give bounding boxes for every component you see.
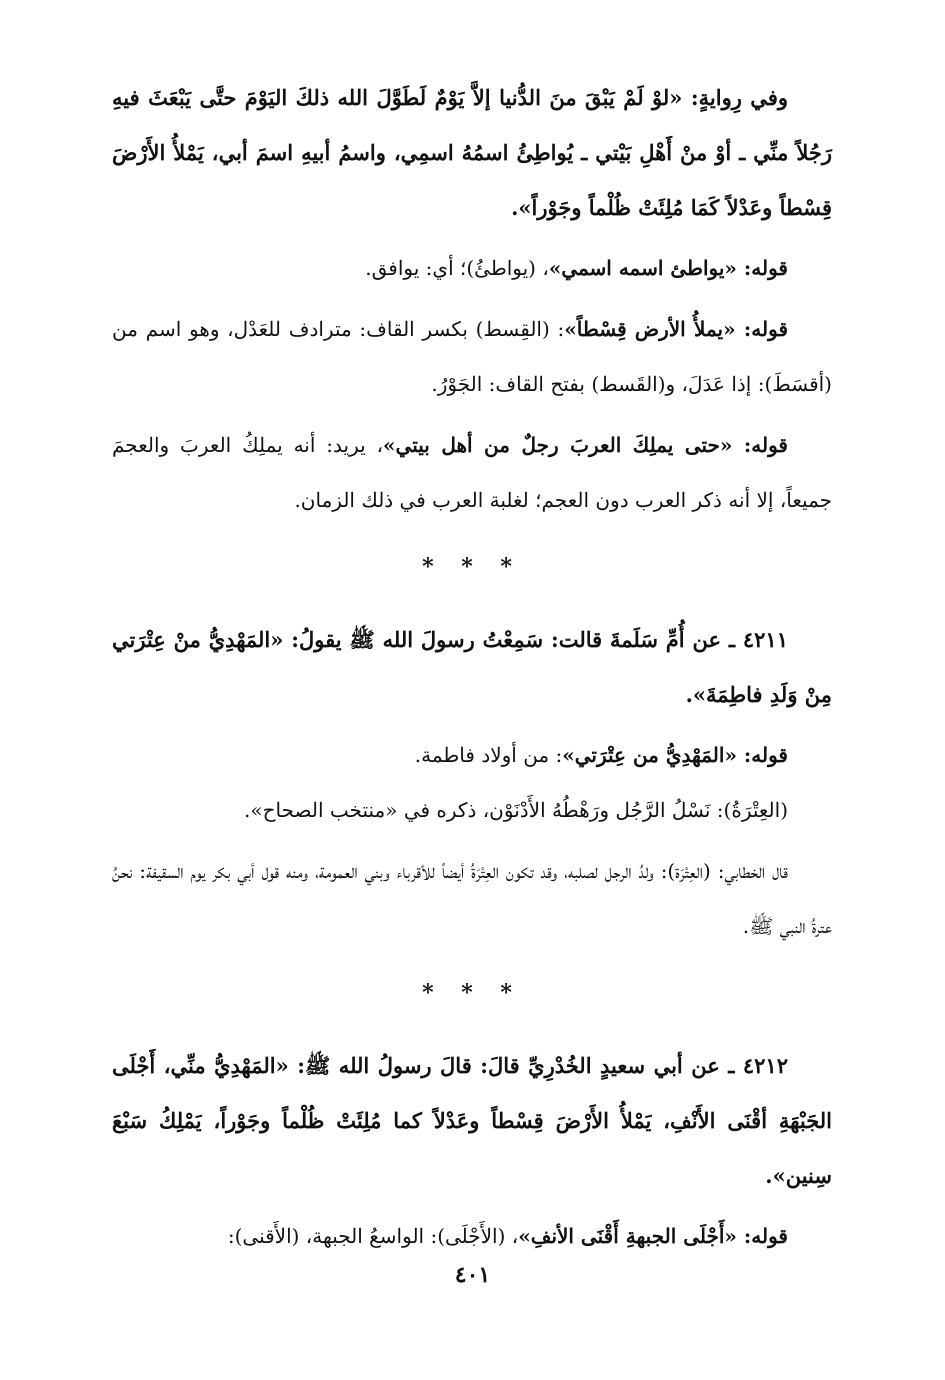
hadith-4211 — [112, 612, 832, 722]
hadith-4212 — [112, 1038, 832, 1203]
definition-text: (العِتْرَةُ): نَسْلُ الرَّجُل ورَهْطُهُ الأَدْنَوْن، ذكره في «منتخب الصحاح». — [244, 798, 788, 822]
commentary-label: قوله: — [735, 317, 788, 341]
section-separator: * * * — [422, 554, 522, 580]
commentary-quote: «المَهْدِيُّ من عِتْرَتي» — [562, 743, 737, 767]
page-number: ٤٠١ — [454, 1262, 491, 1288]
commentary-paragraph-arab — [112, 418, 832, 528]
commentary-text: ، (الأَجْلَى): الواسعُ الجبهة، (الأَقنى): — [227, 1224, 519, 1248]
khattabi-paragraph — [112, 844, 832, 954]
commentary-quote: «أَجْلَى الجبهةِ أَقْنَى الأنفِ» — [518, 1224, 737, 1248]
commentary-text: : (القِسط) بكسر القاف: مترادف للعَدْل، وهو اسم من (أقسَطَ): إذا عَدَلَ، و(القَسط) بفتح القاف: الجَوْرُ. — [112, 317, 832, 396]
khattabi-text: قال الخطابي: (العِتْرَة): ولدُ الرجل لصلبه، وقد تكون العِتْرَةُ أيضاً للأقرباء وبني العمومة، ومنه قول أبي بكر يوم السقيفة: نحنُ عترةُ النبي ﷺ. — [112, 859, 832, 938]
commentary-label: قوله: — [736, 256, 788, 280]
definition-paragraph-itra — [112, 783, 832, 838]
book-page — [112, 70, 832, 1264]
narration-lead: وفي رِوايةٍ: — [682, 85, 788, 110]
commentary-label: قوله: — [736, 1224, 788, 1248]
commentary-label: قوله: — [732, 433, 788, 457]
commentary-quote: «يملأُ الأرض قِسْطاً» — [564, 317, 736, 341]
section-separator: * * * — [422, 980, 522, 1006]
commentary-quote: «حتى يملِكَ العربَ رجلٌ من أهل بيتي» — [383, 433, 733, 457]
hadith-narration-paragraph — [112, 70, 832, 235]
commentary-quote: «يواطئ اسمه اسمي» — [548, 256, 737, 280]
hadith-text: «لوْ لَمْ يَبْقَ منَ الدُّنيا إلاَّ يَوْمٌ لَطَوَّلَ الله ذلكَ اليَوْمَ حتَّى يَبْعَثَ فيهِ رَجُلاً منِّي ـ أوْ منْ أَهْلِ بَيْتي ـ يُواطِئُ اسمُهُ اسمِي، واسمُ أبيهِ اسمَ أبي، يَمْلأُ الأَرْضَ قِسْطاً وعَدْلاً كَمَا مُلِئَتْ ظُلْماً وجَوْراً». — [112, 85, 832, 220]
commentary-text: : من أولاد فاطمة. — [414, 743, 563, 767]
commentary-text: ، يريد: أنه يملِكُ العربَ والعجمَ جميعاً، إلا أنه ذكر العرب دون العجم؛ لغلبة العرب في ذلك الزمان. — [112, 433, 832, 512]
commentary-paragraph-muwati — [112, 241, 832, 296]
commentary-label: قوله: — [736, 743, 788, 767]
commentary-paragraph-qist — [112, 302, 832, 412]
hadith-text: ٤٢١٢ ـ عن أبي سعيدٍ الخُدْرِيِّ قالَ: قالَ رسولُ الله ﷺ: «المَهْدِيُّ منِّي، أَجْلَى الجَبْهَةِ أقْنَى الأَنْفِ، يَمْلأُ الأَرْضَ قِسْطاً وعَدْلاً كما مُلِئَتْ ظُلْماً وجَوْراً، يَمْلِكُ سَبْعَ سِنين». — [112, 1053, 832, 1188]
commentary-paragraph-ajla — [112, 1209, 832, 1264]
commentary-paragraph-mahdi — [112, 728, 832, 783]
commentary-text: ، (يواطئُ)؛ أي: يوافق. — [365, 256, 549, 280]
hadith-text: ٤٢١١ ـ عن أُمِّ سَلَمةَ قالت: سَمِعْتُ رسولَ الله ﷺ يقولُ: «المَهْدِيُّ منْ عِتْرَتي مِنْ وَلَدِ فاطِمَةَ». — [112, 627, 832, 707]
